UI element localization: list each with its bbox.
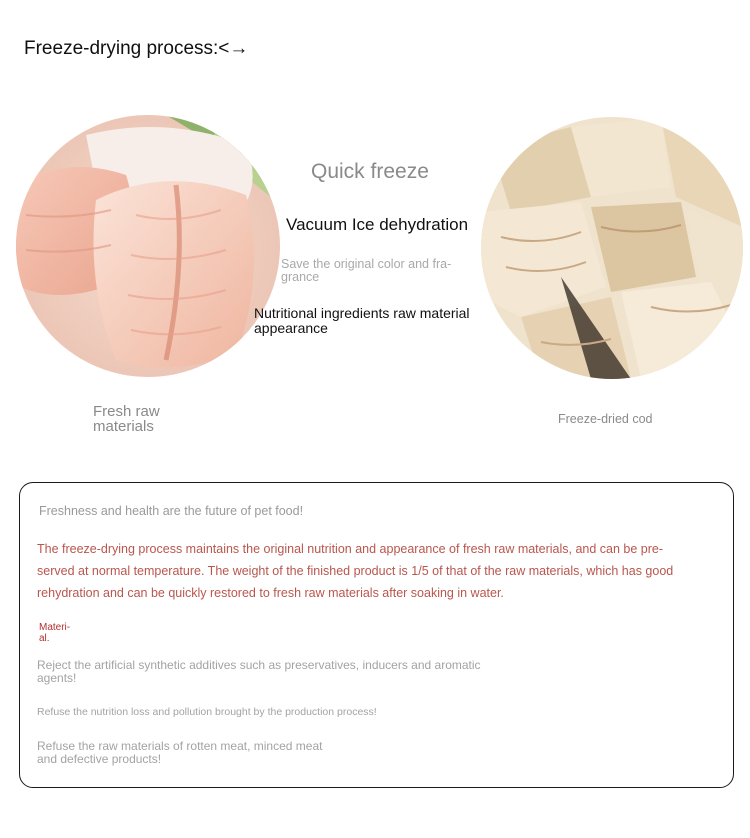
point-refuse-rotten-meat: Refuse the raw materials of rotten meat, minced meat and defective products! — [37, 739, 323, 766]
point-reject-additives: Reject the artificial synthetic additives such as preservatives, inducers and aromatic agents! — [37, 658, 481, 685]
dried-caption: Freeze-dried cod — [558, 412, 653, 426]
fresh-fish-fillet-photo — [16, 115, 280, 377]
benefit-save-color: Save the original color and fra- grance — [281, 257, 452, 284]
benefit-nutrition: Nutritional ingredients raw material appearance — [254, 305, 470, 336]
page-title: Freeze-drying process:<→ — [24, 38, 249, 59]
card-body-text: The freeze-drying process maintains the original nutrition and appearance of fresh raw materials, and can be pre- served at normal temperature. The weight of the finished product is 1/5 of that of the raw materials, which has good rehydration and can be quickly restored to fresh raw materials after soaking in water. — [37, 542, 674, 600]
point-refuse-nutrition-loss: Refuse the nutrition loss and pollution brought by the production process! — [37, 706, 377, 718]
fresh-caption: Fresh raw materials — [93, 403, 160, 435]
card-heading: Freshness and health are the future of pet food! — [39, 504, 304, 518]
step-quick-freeze: Quick freeze — [311, 160, 429, 183]
step-vacuum-dehydration: Vacuum Ice dehydration — [286, 215, 469, 234]
freeze-dried-cod-photo — [481, 117, 743, 379]
material-label: Materi- al. — [39, 622, 71, 644]
